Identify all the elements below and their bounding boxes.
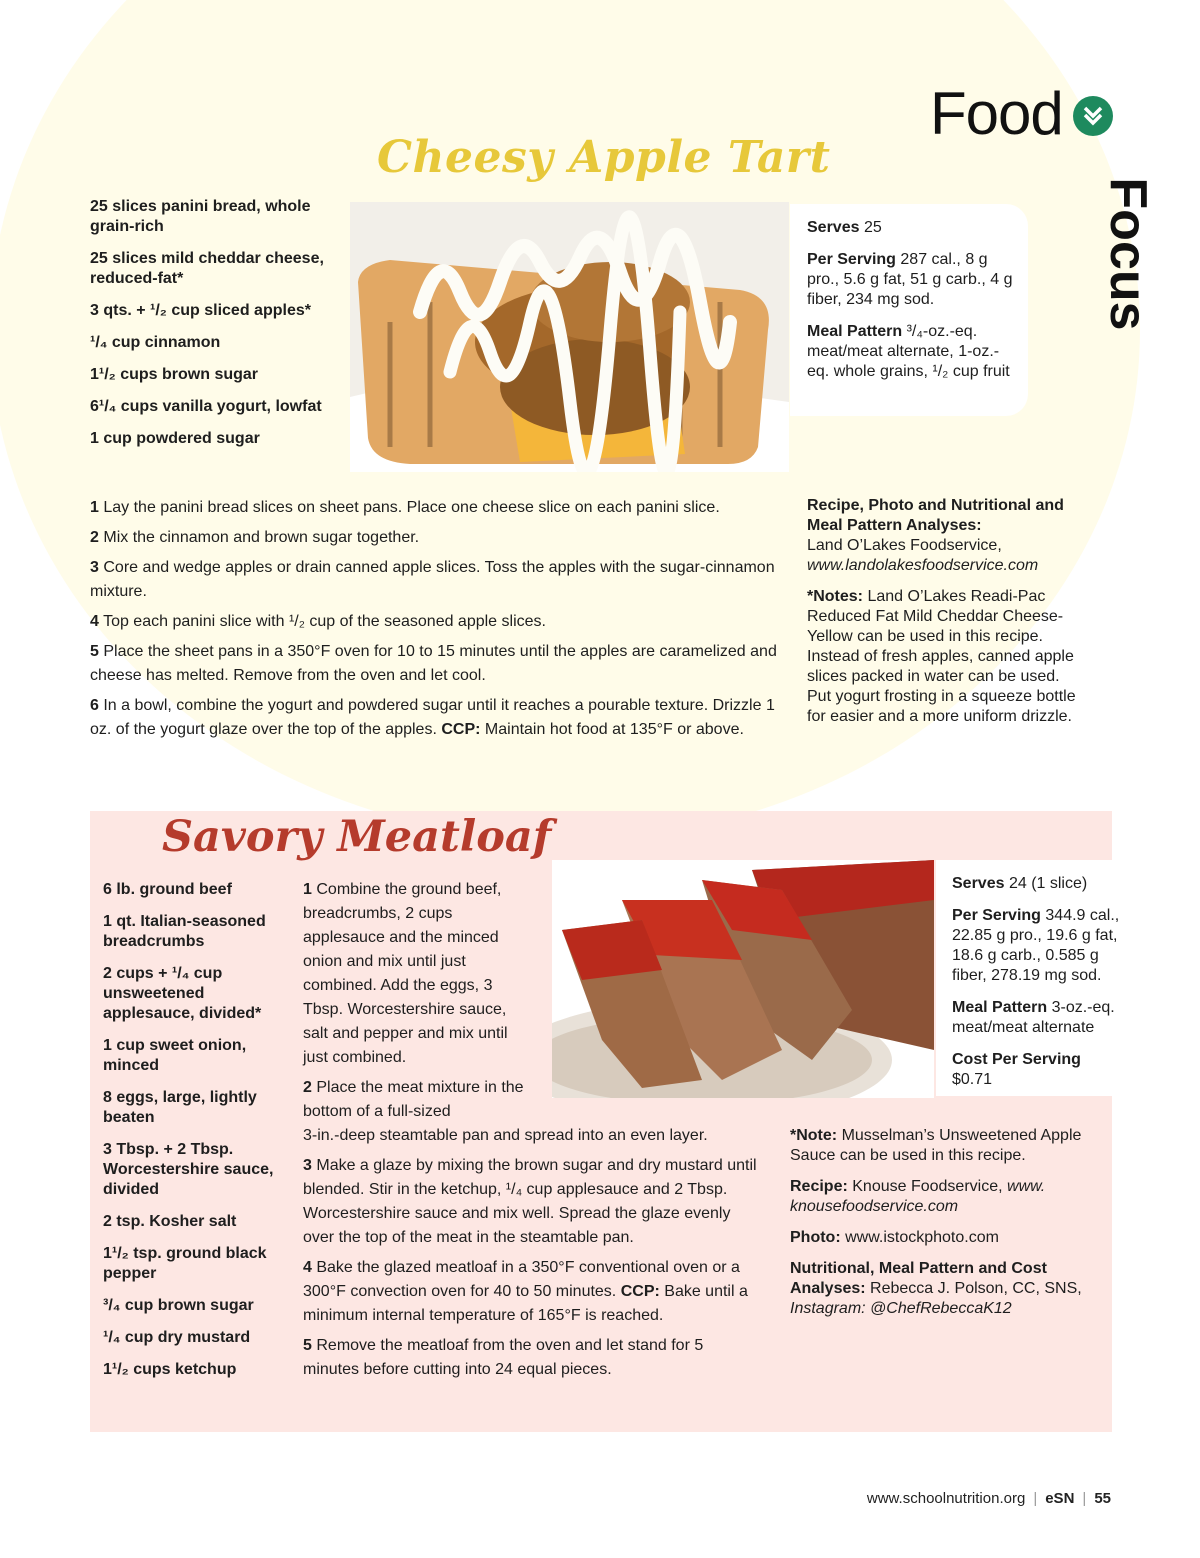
- ccp-label: CCP:: [441, 721, 481, 738]
- ingredient-list: [90, 197, 345, 461]
- info-label: Meal Pattern: [952, 999, 1048, 1016]
- apple-tart-photo: [350, 202, 789, 472]
- ingredient-item: 2 tsp. Kosher salt: [103, 1213, 237, 1230]
- ingredient-item: 25 slices mild cheddar cheese, reduced-fat*: [90, 250, 324, 287]
- ccp-label: CCP:: [620, 1283, 660, 1300]
- ingredient-item: 1¹/₂ cups brown sugar: [90, 366, 259, 383]
- ingredient-item: 2 cups + ¹/₄ cup unsweetened applesauce, divided*: [103, 965, 262, 1022]
- section-title-focus: Focus: [1099, 177, 1157, 331]
- ingredient-item: 6 lb. ground beef: [103, 881, 232, 898]
- info-value: 3-oz.-eq. meat/meat alternate: [952, 999, 1115, 1036]
- recipe-credits: *Note: Musselman’s Unsweetened Apple Sauce can be used in this recipe. Recipe: Knouse Foodservice, www. knousefoodservice.com Photo: www.istockphoto.com Nutritional, Meal Pattern and Cost Analyses: Rebecca J. Polson, CC, SNS, Instagram: @ChefRebeccaK12: [790, 1127, 1082, 1317]
- instruction-step: 1 Combine the ground beef, breadcrumbs, 2 cups applesauce and the minced onion and mix until just combined. Add the eggs, 3 Tbsp. Worcestershire sauce, salt and pepper and mix until just combined.: [303, 881, 508, 1066]
- source-link[interactable]: www.landolakesfoodservice.com: [807, 557, 1039, 574]
- ingredient-item: 3 qts. + ¹/₂ cup sliced apples*: [90, 302, 311, 319]
- ingredient-item: 25 slices panini bread, whole grain-rich: [90, 198, 311, 235]
- source-link[interactable]: www.istockphoto.com: [845, 1229, 999, 1246]
- instruction-step: 1 Lay the panini bread slices on sheet pans. Place one cheese slice on each panini slice.: [90, 499, 720, 516]
- instruction-step: 5 Remove the meatloaf from the oven and let stand for 5 minutes before cutting into 24 equal pieces.: [303, 1337, 704, 1378]
- instruction-step: 3 Make a glaze by mixing the brown sugar and dry mustard until blended. Stir in the ketchup, ¹/₄ cup applesauce and 2 Tbsp. Worcestershire sauce and mix well. Spread the glaze evenly over the top of the meat in the steamtable pan.: [303, 1157, 757, 1246]
- instruction-step: 5 Place the sheet pans in a 350°F oven for 10 to 15 minutes until the apples are caramelized and cheese has melted. Remove from the oven and let cool.: [90, 643, 777, 684]
- instruction-step: 2 Place the meat mixture in the bottom of a full-sized 3-in.-deep steamtable pan and spread into an even layer.: [303, 1079, 708, 1144]
- info-label: Per Serving: [807, 251, 896, 268]
- info-value: 24 (1 slice): [1008, 875, 1088, 892]
- nutrition-info-card: [790, 204, 1028, 416]
- info-value: ³/₄-oz.-eq. meat/meat alternate, 1-oz.-eq. whole grains, ¹/₂ cup fruit: [807, 323, 1010, 380]
- ingredient-item: 6¹/₄ cups vanilla yogurt, lowfat: [90, 398, 322, 415]
- page-footer: www.schoolnutrition.org | eSN | 55: [866, 1490, 1111, 1507]
- instruction-step: 4 Bake the glazed meatloaf in a 350°F conventional oven or a 300°F convection oven for 40 to 50 minutes. CCP: Bake until a minimum internal temperature of 165°F is reached.: [303, 1259, 748, 1324]
- chevron-down-icon: [1073, 96, 1113, 136]
- info-value: 344.9 cal., 22.85 g pro., 19.6 g fat, 18.6 g carb., 0.585 g fiber, 278.19 mg sod.: [952, 907, 1120, 984]
- ingredient-item: ³/₄ cup brown sugar: [103, 1297, 254, 1314]
- ingredient-list: [103, 880, 293, 1392]
- recipe-credits: Recipe, Photo and Nutritional and Meal Pattern Analyses: Land O’Lakes Foodservice, www.landolakesfoodservice.com *Notes: Land O’Lakes Readi-Pac Reduced Fat Mild Cheddar Cheese-Yellow can be used in this recipe. Instead of fresh apples, canned apple slices packed in water can be used. Put yogurt frosting in a squeeze bottle for easier and a more uniform drizzle.: [807, 497, 1076, 725]
- info-label: Serves: [807, 219, 860, 236]
- instruction-step: 3 Core and wedge apples or drain canned apple slices. Toss the apples with the sugar-cinnamon mixture.: [90, 559, 775, 600]
- section-title-food: Food: [930, 80, 1063, 147]
- ingredient-item: 8 eggs, large, lightly beaten: [103, 1089, 257, 1126]
- info-value: 287 cal., 8 g pro., 5.6 g fat, 51 g carb., 4 g fiber, 234 mg sod.: [807, 251, 1013, 308]
- ingredient-item: 1 cup sweet onion, minced: [103, 1037, 247, 1074]
- recipe-title: Savory Meatloaf: [162, 812, 552, 862]
- info-label: Cost Per Serving: [952, 1051, 1081, 1068]
- ingredient-item: 1 cup powdered sugar: [90, 430, 260, 447]
- info-label: Per Serving: [952, 907, 1041, 924]
- info-label: Meal Pattern: [807, 323, 903, 340]
- meatloaf-photo: [552, 860, 934, 1098]
- ingredient-item: ¹/₄ cup dry mustard: [103, 1329, 251, 1346]
- source-link[interactable]: www. knousefoodservice.com: [790, 1178, 1046, 1215]
- ingredient-item: ¹/₄ cup cinnamon: [90, 334, 221, 351]
- nutrition-info-card: [936, 860, 1120, 1096]
- ingredient-item: 1 qt. Italian-seasoned breadcrumbs: [103, 913, 266, 950]
- instruction-step: 4 Top each panini slice with ¹/₂ cup of the seasoned apple slices.: [90, 613, 546, 630]
- recipe-title: Cheesy Apple Tart: [377, 132, 831, 183]
- info-value: $0.71: [952, 1071, 993, 1088]
- magazine-name: eSN: [1045, 1490, 1075, 1507]
- info-value: 25: [863, 219, 882, 236]
- footer-url[interactable]: www.schoolnutrition.org: [866, 1490, 1026, 1507]
- info-label: Serves: [952, 875, 1005, 892]
- instruction-step: 2 Mix the cinnamon and brown sugar together.: [90, 529, 420, 546]
- instruction-step: 6 In a bowl, combine the yogurt and powdered sugar until it reaches a pourable texture. Drizzle 1 oz. of the yogurt glaze over the top of the apples. CCP: Maintain hot food at 135°F or above.: [90, 697, 775, 738]
- ingredient-item: 1¹/₂ tsp. ground black pepper: [103, 1245, 267, 1282]
- page-number: 55: [1094, 1490, 1111, 1507]
- ingredient-item: 1¹/₂ cups ketchup: [103, 1361, 237, 1378]
- ingredient-item: 3 Tbsp. + 2 Tbsp. Worcestershire sauce, divided: [103, 1141, 274, 1198]
- instruction-list: [90, 496, 795, 748]
